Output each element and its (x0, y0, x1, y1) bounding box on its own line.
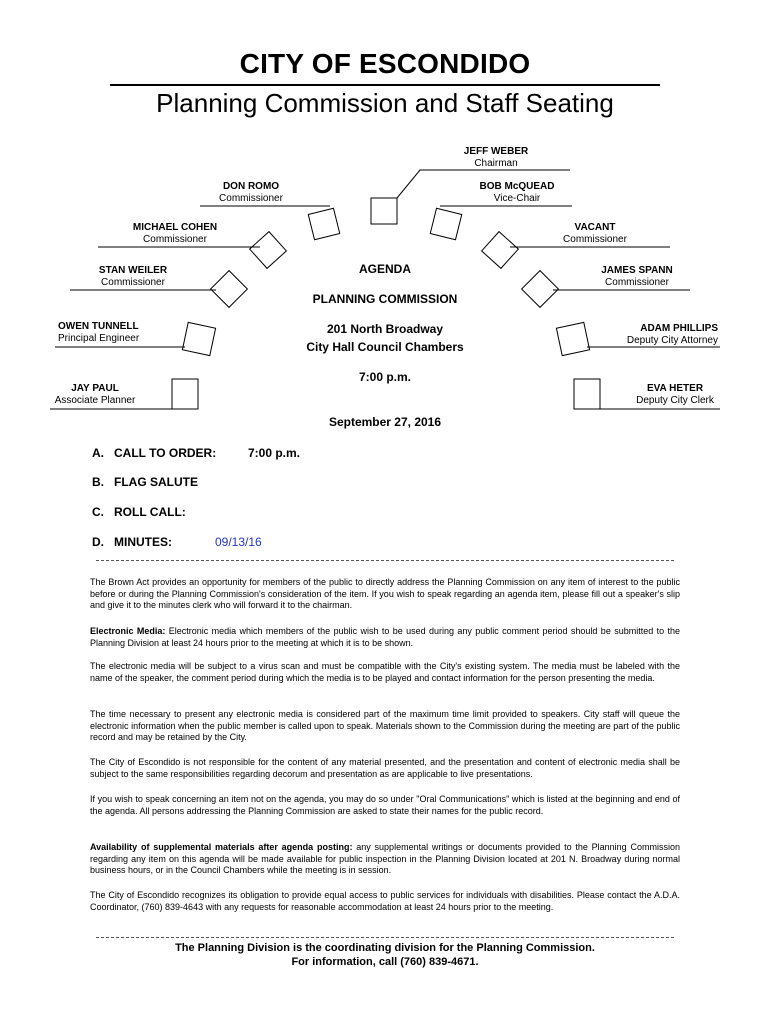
agenda-item-call-to-order (92, 446, 216, 460)
agenda-body-name: PLANNING COMMISSION (312, 292, 458, 306)
seat-name: DON ROMO (222, 181, 280, 192)
minutes-link[interactable]: 09/13/16 (215, 535, 262, 549)
seat-box-bob-mcquead (430, 208, 462, 240)
oral-communications-paragraph: If you wish to speak concerning an item not on the agenda, you may do so under "Oral Communications" which is listed at the beginning and end of the agenda. All persons addressing the Planning Commission are asked to state their names for the public record. (90, 794, 680, 816)
call-to-order-time: 7:00 p.m. (248, 446, 301, 460)
seat-role: Principal Engineer (58, 333, 140, 344)
seat-role: Commissioner (605, 277, 669, 288)
ada-paragraph: The City of Escondido recognizes its obligation to provide equal access to public services for individuals with disabilities. Please contact the A.D.A. Coordinator, (760) 839-4643 with any requests for reasonable accommodation at least 24 hours prior to the meeting. (90, 890, 680, 912)
supplemental-materials-paragraph (90, 842, 680, 877)
agenda-item-minutes (92, 535, 172, 549)
seat-name: MICHAEL COHEN (132, 222, 218, 233)
divider-top (96, 560, 674, 561)
seat-name: OWEN TUNNELL (58, 321, 139, 332)
seat-box-chair (371, 198, 397, 224)
seat-name: STAN WEILER (98, 265, 168, 276)
item-label: ROLL CALL: (114, 505, 186, 519)
seat-box-james-spann (522, 271, 559, 308)
item-label: CALL TO ORDER: (114, 446, 217, 460)
seat-role: Associate Planner (54, 395, 136, 406)
electronic-media-lead: Electronic Media: (90, 626, 166, 636)
seat-label-adam-phillips (588, 323, 718, 347)
seat-role: Chairman (474, 158, 518, 169)
seat-name: JAY PAUL (71, 383, 119, 394)
seat-box-vacant (482, 232, 519, 269)
item-letter: A. (92, 446, 104, 460)
responsibility-paragraph: The City of Escondido is not responsible for the content of any material presented, and the presentation and content of electronic media shall be subject to the same responsibilities regarding decorum and presentation as are applicable to live presentations. (90, 757, 680, 779)
seat-role: Commissioner (563, 234, 627, 245)
seat-label-bob-mcquead (462, 181, 572, 205)
agenda-location: City Hall Council Chambers (306, 340, 464, 354)
seat-label-chair (436, 146, 556, 170)
seat-name: EVA HETER (646, 383, 704, 394)
electronic-media-text: Electronic media which members of the public wish to be used during any public comment period should be submitted to the Planning Division at least 24 hours prior to the meeting at which it is to be shown. (90, 626, 680, 648)
seat-name: JEFF WEBER (463, 146, 529, 157)
item-letter: C. (92, 505, 104, 519)
footer-phone: For information, call (760) 839-4671. (291, 956, 479, 968)
seat-name: JAMES SPANN (601, 265, 673, 276)
item-letter: B. (92, 475, 104, 489)
seat-box-eva-heter (574, 379, 600, 409)
seat-role: Deputy City Clerk (636, 395, 714, 406)
seat-name: BOB McQUEAD (479, 181, 555, 192)
seat-box-jay-paul (172, 379, 198, 409)
seat-role: Commissioner (101, 277, 165, 288)
seat-box-michael-cohen (250, 232, 287, 269)
seat-label-vacant (540, 222, 650, 246)
supplemental-materials-text: any supplemental writings or documents provided to the Planning Commission regarding any item on this agenda will be made available for public inspection in the Planning Division located at 201 N. Broadway during normal business hours, or in the Council Chambers while the meeting is in session. (90, 842, 680, 875)
seat-name: VACANT (574, 222, 616, 233)
seat-box-don-romo (308, 208, 340, 240)
brown-act-paragraph: The Brown Act provides an opportunity for members of the public to directly address the Planning Commission on any item of interest to the public before or during the Planning Commission's consideration of the item. If you wish to speak regarding an agenda item, please fill out a speaker's slip and give it to the minutes clerk who will forward it to the chairman. (90, 577, 680, 610)
seat-label-eva-heter (620, 383, 730, 407)
item-letter: D. (92, 535, 104, 549)
seat-role: Vice-Chair (493, 193, 541, 204)
agenda-heading: AGENDA (358, 262, 411, 276)
seating-diagram (0, 0, 770, 430)
agenda-date: September 27, 2016 (328, 415, 442, 429)
seat-role: Commissioner (219, 193, 283, 204)
seat-label-stan-weiler (78, 265, 188, 289)
document-subtitle: Planning Commission and Staff Seating (156, 88, 614, 118)
seat-role: Commissioner (143, 234, 207, 245)
virus-scan-paragraph: The electronic media will be subject to a virus scan and must be compatible with the City's existing system. The media must be labeled with the name of the speaker, the comment period during which the media is to be played and contact information for the person presenting the media. (90, 661, 680, 683)
seat-role: Deputy City Attorney (626, 335, 718, 346)
divider-bottom (96, 937, 674, 938)
supplemental-materials-lead: Availability of supplemental materials after agenda posting: (90, 842, 353, 852)
seat-box-stan-weiler (211, 271, 248, 308)
seat-label-don-romo (196, 181, 306, 205)
agenda-time: 7:00 p.m. (358, 370, 412, 384)
footer-coordination: The Planning Division is the coordinating division for the Planning Commission. (175, 942, 595, 954)
item-label: MINUTES: (114, 535, 172, 549)
document-title: CITY OF ESCONDIDO (239, 48, 531, 79)
agenda-item-roll-call (92, 505, 186, 519)
agenda-item-flag-salute (92, 475, 198, 489)
seat-label-jay-paul (40, 383, 150, 407)
time-limit-paragraph: The time necessary to present any electronic media is considered part of the maximum time limit provided to speakers. City staff will queue the electronic information when the public member is called upon to speak. Materials shown to the Commission during the meeting are part of the public record and may be retained by the City. (90, 709, 680, 742)
seat-label-michael-cohen (120, 222, 230, 246)
seat-name: ADAM PHILLIPS (640, 323, 718, 334)
electronic-media-paragraph (90, 626, 680, 649)
agenda-address: 201 North Broadway (326, 322, 444, 336)
seat-box-adam-phillips (556, 322, 589, 355)
seat-label-owen-tunnell (58, 321, 188, 345)
seat-label-james-spann (582, 265, 692, 289)
item-label: FLAG SALUTE (114, 475, 198, 489)
